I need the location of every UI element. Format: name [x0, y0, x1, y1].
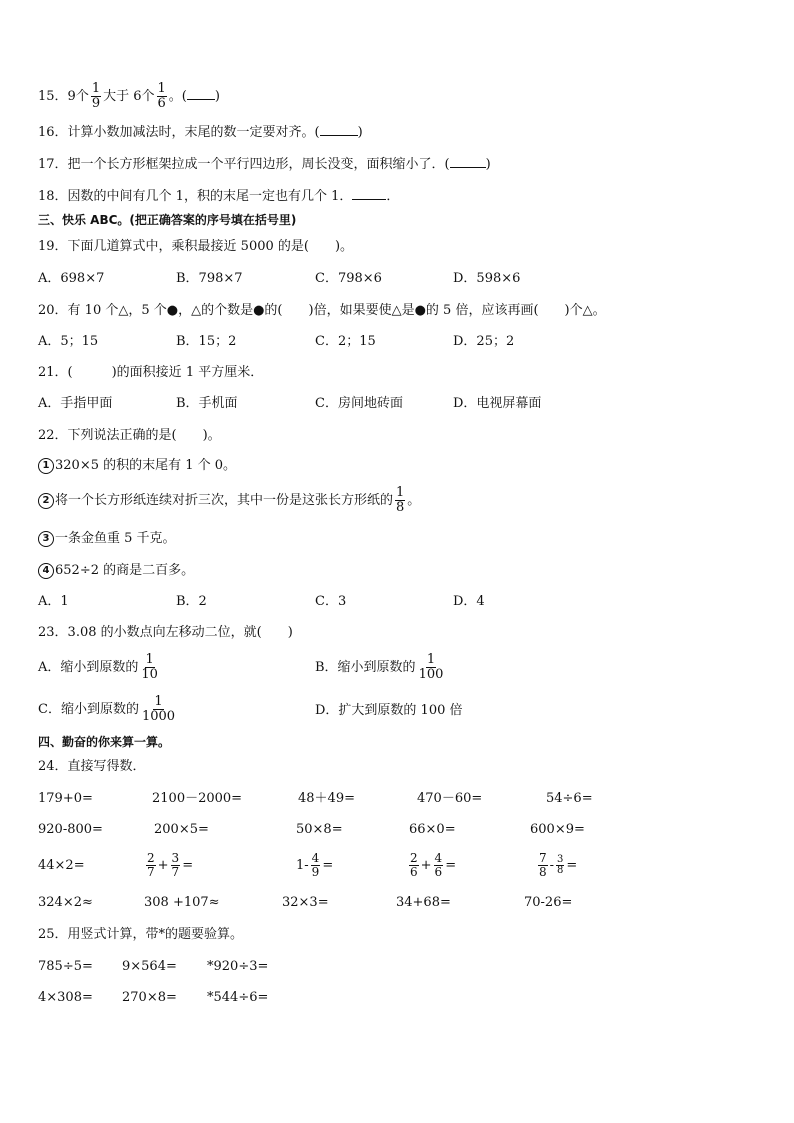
q23-b-fraction: $\frac{1}{100}$ — [418, 652, 444, 682]
q22-option-d[interactable]: D．4 — [453, 594, 485, 609]
q24-item: 66×0= — [409, 822, 456, 837]
q24-item: 600×9= — [530, 822, 585, 837]
q24-item: 2100－2000= — [152, 791, 243, 806]
q24-item: 44×2= — [38, 858, 85, 873]
question-20: 20．有 10 个△，5 个●，△的个数是●的( )倍，如果要使△是●的 5 倍，应该再画( )个△。 — [38, 303, 606, 318]
q21-option-a[interactable]: A．手指甲面 — [38, 396, 113, 411]
question-25: 25．用竖式计算，带*的题要验算。 — [38, 927, 244, 942]
q25-item: 270×8= — [122, 990, 177, 1005]
q24-item: 308 +107≈ — [144, 895, 220, 910]
circled-number-3: 3 — [38, 531, 54, 547]
q24-item: 920-800= — [38, 822, 103, 837]
q19-option-a[interactable]: A．698×7 — [38, 271, 105, 286]
q15-mid: 大于 6个 — [103, 89, 155, 104]
q24-item: 470－60= — [417, 791, 483, 806]
q25-item: 785÷5= — [38, 959, 93, 974]
q18-answer-blank[interactable] — [352, 199, 386, 200]
circled-number-2: 2 — [38, 493, 54, 509]
q24-item: 179+0= — [38, 791, 93, 806]
q19-option-c[interactable]: C．798×6 — [315, 271, 382, 286]
q22-option-b[interactable]: B．2 — [176, 594, 207, 609]
q15-fraction-1: $\frac{1}{9}$ — [91, 81, 101, 111]
q22-statement-2: 2 将一个长方形纸连续对折三次，其中一份是这张长方形纸的 $\frac{1}{8}$ 。 — [38, 484, 420, 518]
question-16: 16．计算小数加减法时，末尾的数一定要对齐。( ) — [38, 125, 363, 140]
q24-item: 54÷6= — [546, 791, 593, 806]
q23-option-b[interactable]: B．缩小到原数的 $\frac{1}{100}$ — [315, 652, 444, 682]
q25-item: 4×308= — [38, 990, 93, 1005]
q23-option-c[interactable]: C．缩小到原数的 $\frac{1}{1000}$ — [38, 694, 176, 724]
q24-item: 50×8= — [296, 822, 343, 837]
q16-answer-blank[interactable] — [320, 135, 358, 136]
q25-item: 9×564= — [122, 959, 177, 974]
q15-prefix: 15．9个 — [38, 89, 89, 104]
circled-number-1: 1 — [38, 458, 54, 474]
q24-item: 32×3= — [282, 895, 329, 910]
q20-option-d[interactable]: D．25；2 — [453, 334, 515, 349]
circled-number-4: 4 — [38, 563, 54, 579]
q15-suffix: 。( — [168, 89, 187, 104]
q22-fraction: $\frac{1}{8}$ — [396, 485, 405, 515]
q21-option-d[interactable]: D．电视屏幕面 — [453, 396, 542, 411]
q22-statement-4: 4 652÷2 的商是二百多。 — [38, 562, 194, 580]
question-22: 22．下列说法正确的是( )。 — [38, 428, 221, 443]
q23-a-fraction: $\frac{1}{10}$ — [141, 652, 158, 682]
question-23: 23．3.08 的小数点向左移动二位，就( ) — [38, 625, 293, 640]
q24-item: 70-26= — [524, 895, 573, 910]
q20-option-b[interactable]: B．15；2 — [176, 334, 237, 349]
q24-item: 34+68= — [396, 895, 451, 910]
q24-fraction-item: $\frac{2}{7}$ + $\frac{3}{7}$ = — [147, 851, 194, 879]
q20-option-c[interactable]: C．2；15 — [315, 334, 376, 349]
question-21: 21．( )的面积接近 1 平方厘米． — [38, 365, 264, 380]
q24-item: 324×2≈ — [38, 895, 93, 910]
q23-option-a[interactable]: A．缩小到原数的 $\frac{1}{10}$ — [38, 652, 158, 682]
q23-option-d[interactable]: D．扩大到原数的 100 倍 — [315, 703, 463, 718]
q24-fraction-item: $\frac{7}{8}$ - $\frac{3}{8}$ = — [539, 851, 578, 879]
q25-item: *544÷6= — [207, 990, 269, 1005]
q25-item: *920÷3= — [207, 959, 269, 974]
q21-option-b[interactable]: B．手机面 — [176, 396, 238, 411]
q24-item: 48＋49= — [298, 791, 355, 806]
q23-c-fraction: $\frac{1}{1000}$ — [141, 694, 176, 724]
q17-answer-blank[interactable] — [450, 167, 486, 168]
q22-statement-3: 3 一条金鱼重 5 千克。 — [38, 530, 176, 548]
question-17: 17．把一个长方形框架拉成一个平行四边形，周长没变，面积缩小了．( ) — [38, 157, 491, 172]
q22-option-c[interactable]: C．3 — [315, 594, 347, 609]
q20-option-a[interactable]: A．5；15 — [38, 334, 99, 349]
question-15: 15．9个 $\frac{1}{9}$ 大于 6个 $\frac{1}{6}$ 。( ) — [38, 81, 220, 111]
q24-fraction-item: 1- $\frac{4}{9}$ = — [296, 851, 334, 879]
q21-option-c[interactable]: C．房间地砖面 — [315, 396, 403, 411]
question-18: 18．因数的中间有几个 1，积的末尾一定也有几个 1． ． — [38, 189, 400, 204]
q22-option-a[interactable]: A．1 — [38, 594, 69, 609]
section-4-heading: 四、勤奋的你来算一算。 — [38, 735, 171, 749]
q24-item: 200×5= — [154, 822, 209, 837]
section-3-heading: 三、快乐 ABC。(把正确答案的序号填在括号里) — [38, 213, 297, 227]
q15-answer-blank[interactable] — [187, 99, 215, 100]
question-24: 24．直接写得数． — [38, 759, 146, 774]
q15-fraction-2: $\frac{1}{6}$ — [157, 81, 166, 111]
q19-option-b[interactable]: B．798×7 — [176, 271, 243, 286]
question-19: 19．下面几道算式中，乘积最接近 5000 的是( )。 — [38, 239, 354, 254]
q24-fraction-item: $\frac{2}{6}$ + $\frac{4}{6}$ = — [410, 851, 457, 879]
q19-option-d[interactable]: D．598×6 — [453, 271, 521, 286]
q22-statement-1: 1 320×5 的积的末尾有 1 个 0。 — [38, 457, 236, 475]
